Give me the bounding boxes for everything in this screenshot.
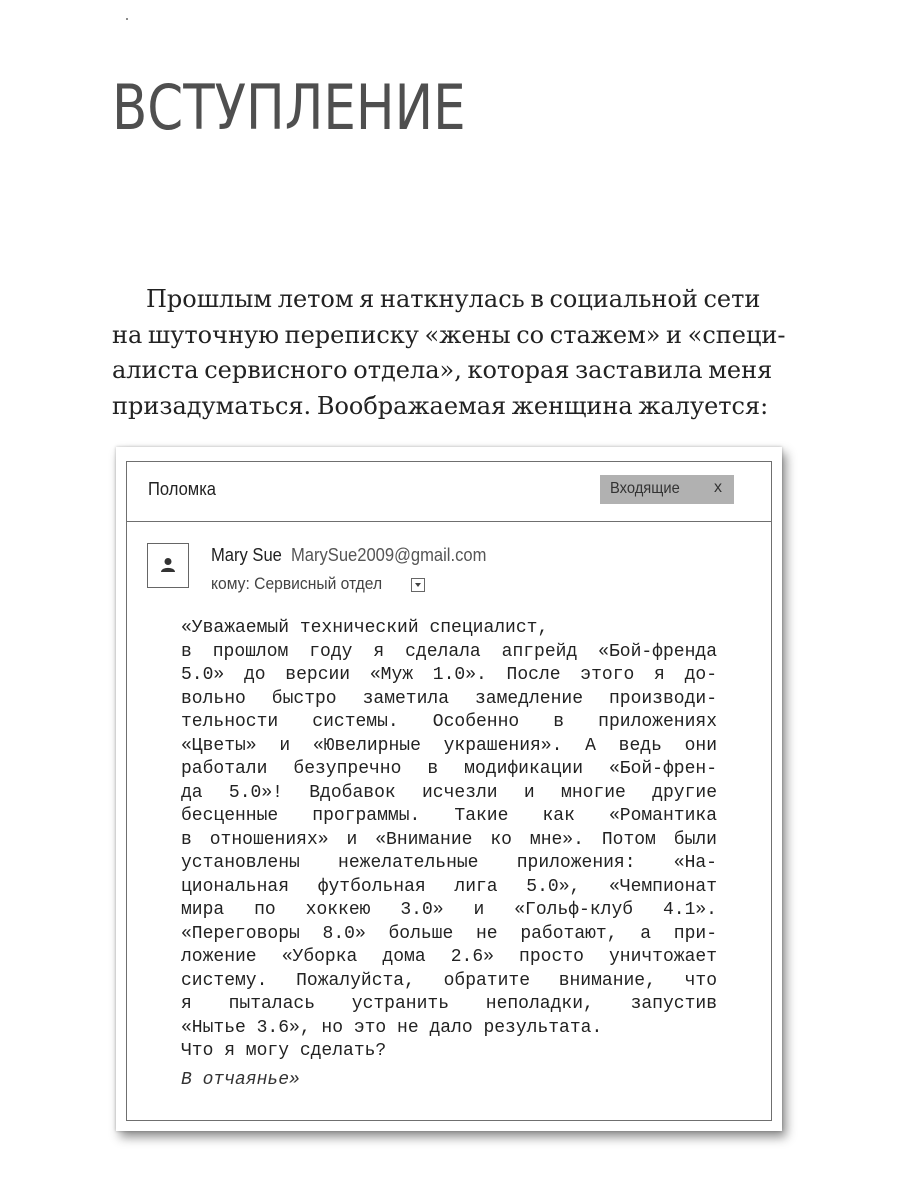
body-line: систему. Пожалуйста, обратите внимание, что: [181, 970, 717, 991]
intro-line: Прошлым летом я наткнулась в социальной сети: [146, 285, 761, 313]
body-line: Что я могу сделать?: [181, 1041, 387, 1061]
recipient-label: кому:: [211, 574, 250, 593]
chapter-title: ВСТУПЛЕНИЕ: [112, 71, 466, 144]
sender-name: Mary Sue: [211, 545, 282, 565]
email-subject: Поломка: [148, 479, 217, 499]
email-header: [127, 462, 771, 522]
email-signature: В отчаянье»: [181, 1070, 300, 1090]
recipient-value: Сервисный отдел: [254, 574, 383, 593]
intro-line: на шуточную переписку «жены со стажем» и «специ-: [112, 320, 786, 349]
body-line: вольно быстро заметила замедление производи-: [181, 688, 717, 709]
user-icon: [160, 557, 176, 573]
inbox-folder-tag[interactable]: [600, 475, 734, 504]
body-line: бесценные программы. Такие как «Романтика: [181, 806, 717, 826]
avatar: [147, 543, 189, 588]
body-line: тельности системы. Особенно в приложениях: [181, 712, 717, 732]
body-line: «Цветы» и «Ювелирные украшения». А ведь они: [181, 735, 717, 756]
email-body: [181, 617, 717, 1064]
body-line: установлены нежелательные приложения: «На-: [181, 853, 717, 873]
body-line: циональная футбольная лига 5.0», «Чемпионат: [181, 876, 717, 897]
inbox-folder-label: Входящие: [610, 480, 680, 497]
chevron-down-icon[interactable]: [411, 578, 425, 592]
sender-email[interactable]: MarySue2009@gmail.com: [291, 545, 487, 565]
body-line: 5.0» до версии «Муж 1.0». После этого я до-: [181, 665, 717, 685]
body-line: «Переговоры 8.0» больше не работают, а при-: [181, 923, 717, 944]
body-line: «Уважаемый технический специалист,: [181, 618, 549, 638]
close-icon[interactable]: x: [714, 479, 722, 496]
intro-paragraph: [112, 282, 786, 424]
intro-line: алиста сервисного отдела», которая заставила меня: [112, 356, 773, 384]
body-line: ложение «Уборка дома 2.6» просто уничтожает: [181, 947, 717, 967]
body-line: работали безупречно в модификации «Бой-френ-: [181, 759, 717, 779]
body-line: мира по хоккею 3.0» и «Гольф-клуб 4.1».: [181, 900, 717, 920]
body-line: да 5.0»! Вдобавок исчезли и многие другие: [181, 782, 717, 803]
body-line: в отношениях» и «Внимание ко мне». Потом были: [181, 829, 717, 850]
email-frame: [126, 461, 772, 1121]
body-line: я пыталась устранить неполадки, запустив: [181, 994, 717, 1014]
body-line: «Нытье 3.6», но это не дало результата.: [181, 1017, 603, 1038]
intro-line: призадуматься. Воображаемая женщина жалуется:: [112, 391, 769, 420]
email-window: [116, 447, 782, 1131]
recipient-line: [211, 574, 382, 594]
page-mark: [126, 18, 128, 20]
body-line: в прошлом году я сделала апгрейд «Бой-френда: [181, 641, 717, 662]
